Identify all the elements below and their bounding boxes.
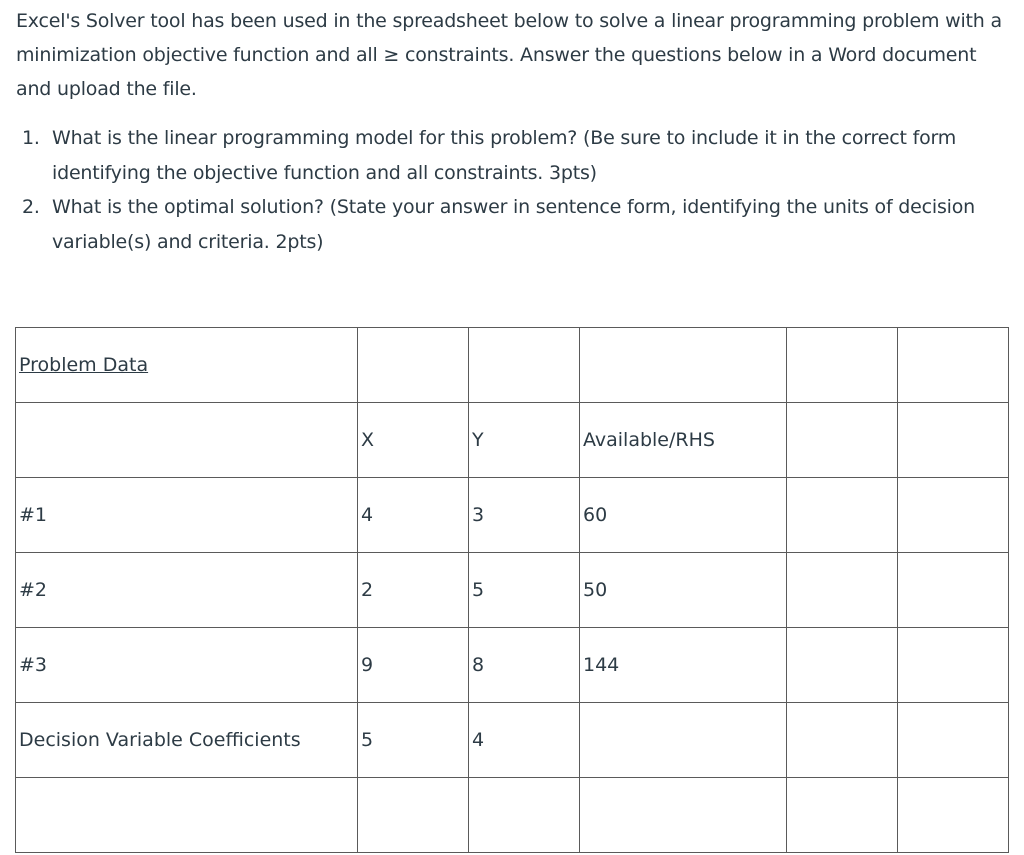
question-number: 1. bbox=[22, 127, 40, 149]
table-cell bbox=[787, 553, 898, 628]
table-cell bbox=[898, 328, 1009, 403]
table-cell bbox=[898, 553, 1009, 628]
table-cell bbox=[358, 328, 469, 403]
header-cell bbox=[787, 403, 898, 478]
table-cell: 4 bbox=[358, 478, 469, 553]
table-cell bbox=[787, 628, 898, 703]
question-text: What is the linear programming model for this problem? (Be sure to include it in the correct form identifying the objective function and all constraints. 3pts) bbox=[52, 127, 957, 184]
table-row bbox=[16, 478, 1009, 553]
table-cell bbox=[787, 328, 898, 403]
table-row bbox=[16, 703, 1009, 778]
problem-data-table bbox=[15, 327, 1009, 853]
table-cell: 2 bbox=[358, 553, 469, 628]
question-item bbox=[22, 121, 1002, 190]
table-cell: 9 bbox=[358, 628, 469, 703]
table-cell bbox=[580, 778, 787, 853]
table-cell bbox=[358, 778, 469, 853]
table-cell bbox=[787, 778, 898, 853]
header-cell bbox=[898, 403, 1009, 478]
table-row bbox=[16, 628, 1009, 703]
table-cell bbox=[898, 478, 1009, 553]
table-cell: 8 bbox=[469, 628, 580, 703]
table-cell bbox=[580, 328, 787, 403]
table-title: Problem Data bbox=[19, 354, 149, 376]
table-cell bbox=[898, 778, 1009, 853]
table-title-cell bbox=[16, 328, 358, 403]
table-row bbox=[16, 553, 1009, 628]
table-cell: 50 bbox=[580, 553, 787, 628]
table-cell bbox=[787, 478, 898, 553]
table-title-row bbox=[16, 328, 1009, 403]
question-number: 2. bbox=[22, 196, 40, 218]
row-label-cell: #3 bbox=[16, 628, 358, 703]
header-cell-y: Y bbox=[469, 403, 580, 478]
table-cell: 144 bbox=[580, 628, 787, 703]
question-text: What is the optimal solution? (State your answer in sentence form, identifying the units of decision variable(s) and criteria. 2pts) bbox=[52, 196, 976, 253]
header-cell-rhs: Available/RHS bbox=[580, 403, 787, 478]
table-row bbox=[16, 778, 1009, 853]
question-list bbox=[22, 121, 1002, 259]
table-cell: 3 bbox=[469, 478, 580, 553]
row-label-cell: #2 bbox=[16, 553, 358, 628]
table-cell: 5 bbox=[358, 703, 469, 778]
intro-paragraph: Excel's Solver tool has been used in the spreadsheet below to solve a linear programming problem with a minimization objective function and all ≥ constraints. Answer the questions below in a Word document and upload the file. bbox=[16, 10, 1002, 100]
table-header-row bbox=[16, 403, 1009, 478]
row-label-cell: #1 bbox=[16, 478, 358, 553]
table-cell bbox=[469, 328, 580, 403]
table-cell: 5 bbox=[469, 553, 580, 628]
table-cell: 4 bbox=[469, 703, 580, 778]
table-cell bbox=[898, 628, 1009, 703]
table-cell bbox=[469, 778, 580, 853]
header-cell-x: X bbox=[358, 403, 469, 478]
table-cell bbox=[898, 703, 1009, 778]
table-cell bbox=[580, 703, 787, 778]
question-item bbox=[22, 190, 1002, 259]
row-label-cell: Decision Variable Coefficients bbox=[16, 703, 358, 778]
table-cell bbox=[787, 703, 898, 778]
header-cell bbox=[16, 403, 358, 478]
table-cell: 60 bbox=[580, 478, 787, 553]
row-label-cell bbox=[16, 778, 358, 853]
